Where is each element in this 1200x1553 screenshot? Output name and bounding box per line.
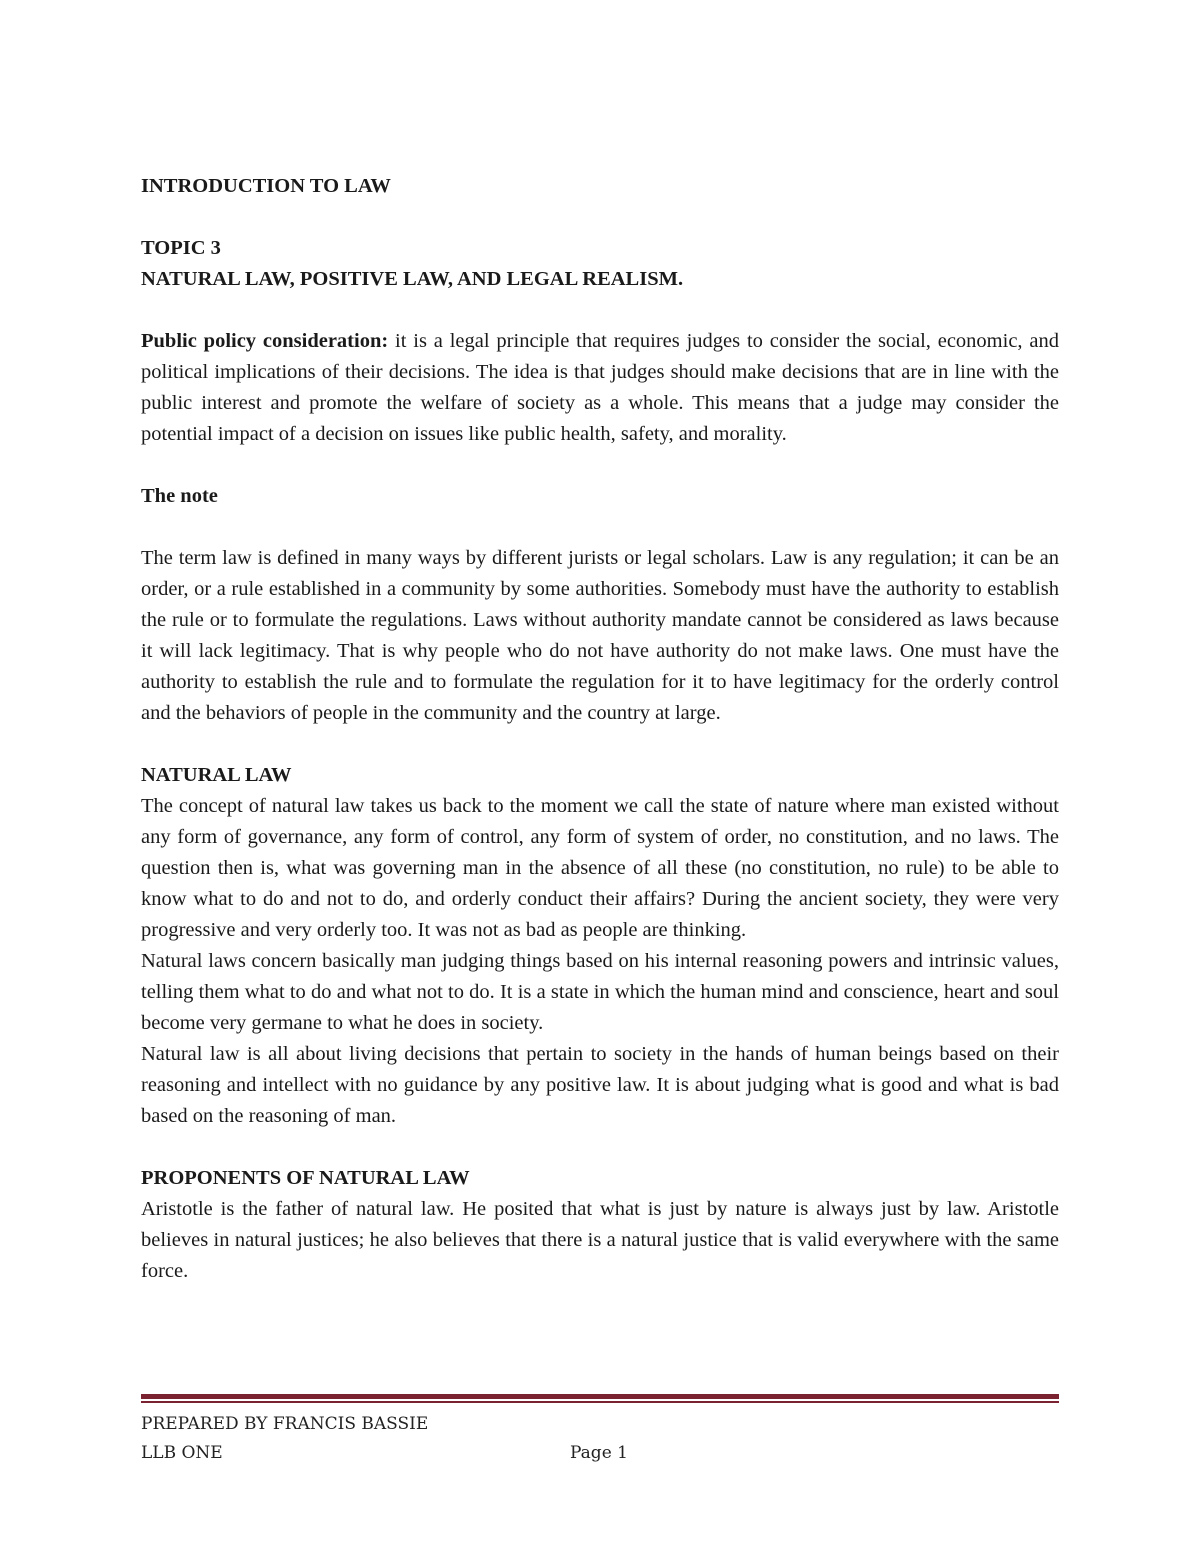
proponents-paragraph-1: Aristotle is the father of natural law. He posited that what is just by nature is always just by law. Aristotle believes in natural justices; he also believes that there is a natural justice that is valid everywhere with the same force.	[141, 1198, 1059, 1282]
note-heading: The note	[141, 485, 218, 507]
public-policy-text: it is a legal principle that requires judges to consider the social, economic, and political implications of their decisions. The idea is that judges should make decisions that are in line with the public interest and promote the welfare of society as a whole. This means that a judge may consider the potential impact of a decision on issues like public health, safety, and morality.	[141, 330, 1059, 445]
natural-law-paragraph-2: Natural laws concern basically man judging things based on his internal reasoning powers and intrinsic values, telling them what to do and what not to do. It is a state in which the human mind and conscience, heart and soul become very germane to what he does in society.	[141, 950, 1059, 1034]
footer-divider-thin	[141, 1401, 1059, 1403]
public-policy-paragraph	[141, 326, 1059, 450]
topic-subtitle: NATURAL LAW, POSITIVE LAW, AND LEGAL REALISM.	[141, 268, 684, 290]
footer-class: LLB ONE	[141, 1443, 223, 1463]
footer-divider-thick	[141, 1394, 1059, 1399]
natural-law-paragraph-3: Natural law is all about living decisions that pertain to society in the hands of human beings based on their reasoning and intellect with no guidance by any positive law. It is about judging what is good and what is bad based on the reasoning of man.	[141, 1043, 1059, 1127]
proponents-heading: PROPONENTS OF NATURAL LAW	[141, 1167, 470, 1189]
page-footer	[141, 1410, 1059, 1468]
natural-law-paragraph-1: The concept of natural law takes us back to the moment we call the state of nature where man existed without any form of governance, any form of control, any form of system of order, no constitution, and no laws. The question then is, what was governing man in the absence of all these (no constitution, no rule) to be able to know what to do and not to do, and orderly conduct their affairs? During the ancient society, they were very progressive and very orderly too. It was not as bad as people are thinking.	[141, 795, 1059, 941]
public-policy-lead: Public policy consideration:	[141, 330, 389, 352]
document-body	[141, 171, 1059, 1287]
topic-label: TOPIC 3	[141, 237, 221, 259]
document-title: INTRODUCTION TO LAW	[141, 175, 391, 197]
footer-divider	[141, 1394, 1059, 1404]
note-paragraph: The term law is defined in many ways by different jurists or legal scholars. Law is any regulation; it can be an order, or a rule established in a community by some authorities. Somebody must have the authority to establish the rule or to formulate the regulations. Laws without authority mandate cannot be considered as laws because it will lack legitimacy. That is why people who do not have authority do not make laws. One must have the authority to establish the rule and to formulate the regulation for it to have legitimacy for the orderly control and the behaviors of people in the community and the country at large.	[141, 547, 1059, 724]
footer-prepared-by: PREPARED BY FRANCIS BASSIE	[141, 1414, 429, 1434]
natural-law-heading: NATURAL LAW	[141, 764, 292, 786]
footer-page-number: Page 1	[570, 1443, 628, 1463]
